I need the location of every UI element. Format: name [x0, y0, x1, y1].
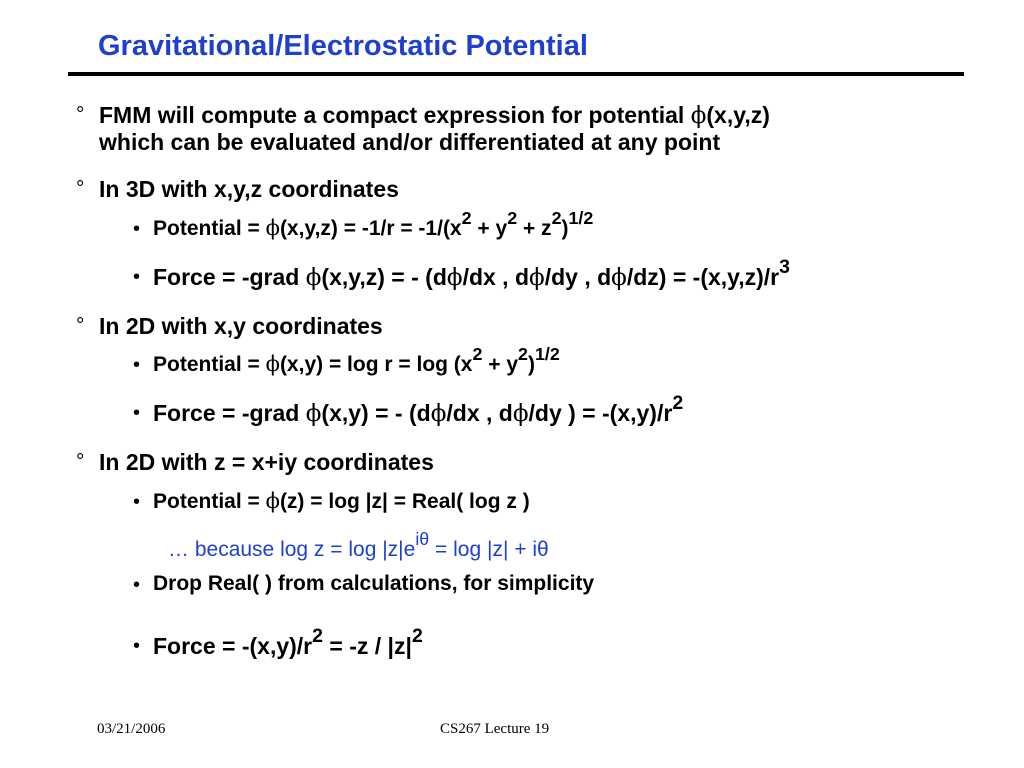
- because-note: … because $\log z = \log |z|e^{i\theta} = \log |z| + i\theta$: [168, 529, 549, 561]
- force-3d: Force = -grad ϕ(x,y,z) = - (dϕ/dx , dϕ/dy , $d\phi/dz) = -(x,y,z)/r^3$: [153, 256, 791, 291]
- potential-2d: Potential = $\phi(x,y) = \log r = \log (x^2 + y^2)^{1/2}$: [153, 344, 560, 376]
- level2-marker: •: [133, 574, 141, 596]
- title-rule: [68, 72, 964, 76]
- level1-marker: °: [76, 314, 85, 337]
- footer-date: 03/21/2006: [97, 721, 166, 737]
- force-complex: Force = $-(x,y)/r^2 = -z / |z|^2$: [153, 625, 423, 659]
- drop-real-line: Drop Real( ) from calculations, for simplicity: [153, 572, 595, 595]
- fmm-line-1: FMM will compute a compact expression for potential ϕ(x,y,z): [99, 102, 770, 129]
- level1-marker: °: [76, 177, 85, 200]
- force-2d: Force = -grad ϕ(x,y) = - (dϕ/dx , dϕ/dy ) = $-(x,y)/r^2$: [153, 392, 684, 427]
- slide-title: Gravitational/Electrostatic Potential: [98, 30, 588, 62]
- level1-marker: °: [76, 103, 85, 126]
- potential-3d: Potential = $\phi(x,y,z) = -1/r = -1/(x^2 + y^2 + z^2)^{1/2}$: [153, 208, 594, 240]
- level2-marker: •: [133, 266, 141, 288]
- level2-marker: •: [133, 402, 141, 424]
- footer-course: CS267 Lecture 19: [440, 721, 550, 737]
- level2-marker: •: [133, 218, 141, 240]
- level2-marker: •: [133, 491, 141, 513]
- level2-marker: •: [133, 635, 141, 657]
- heading-complex: In 2D with z = x+iy coordinates: [99, 449, 434, 475]
- level1-marker: °: [76, 450, 85, 473]
- potential-complex: Potential = ϕ(z) = log |z| = Real( log z ): [153, 489, 530, 513]
- level2-marker: •: [133, 354, 141, 376]
- heading-2d: In 2D with x,y coordinates: [99, 313, 383, 339]
- fmm-line-2: which can be evaluated and/or differentiated at any point: [99, 129, 721, 155]
- heading-3d: In 3D with x,y,z coordinates: [99, 176, 399, 202]
